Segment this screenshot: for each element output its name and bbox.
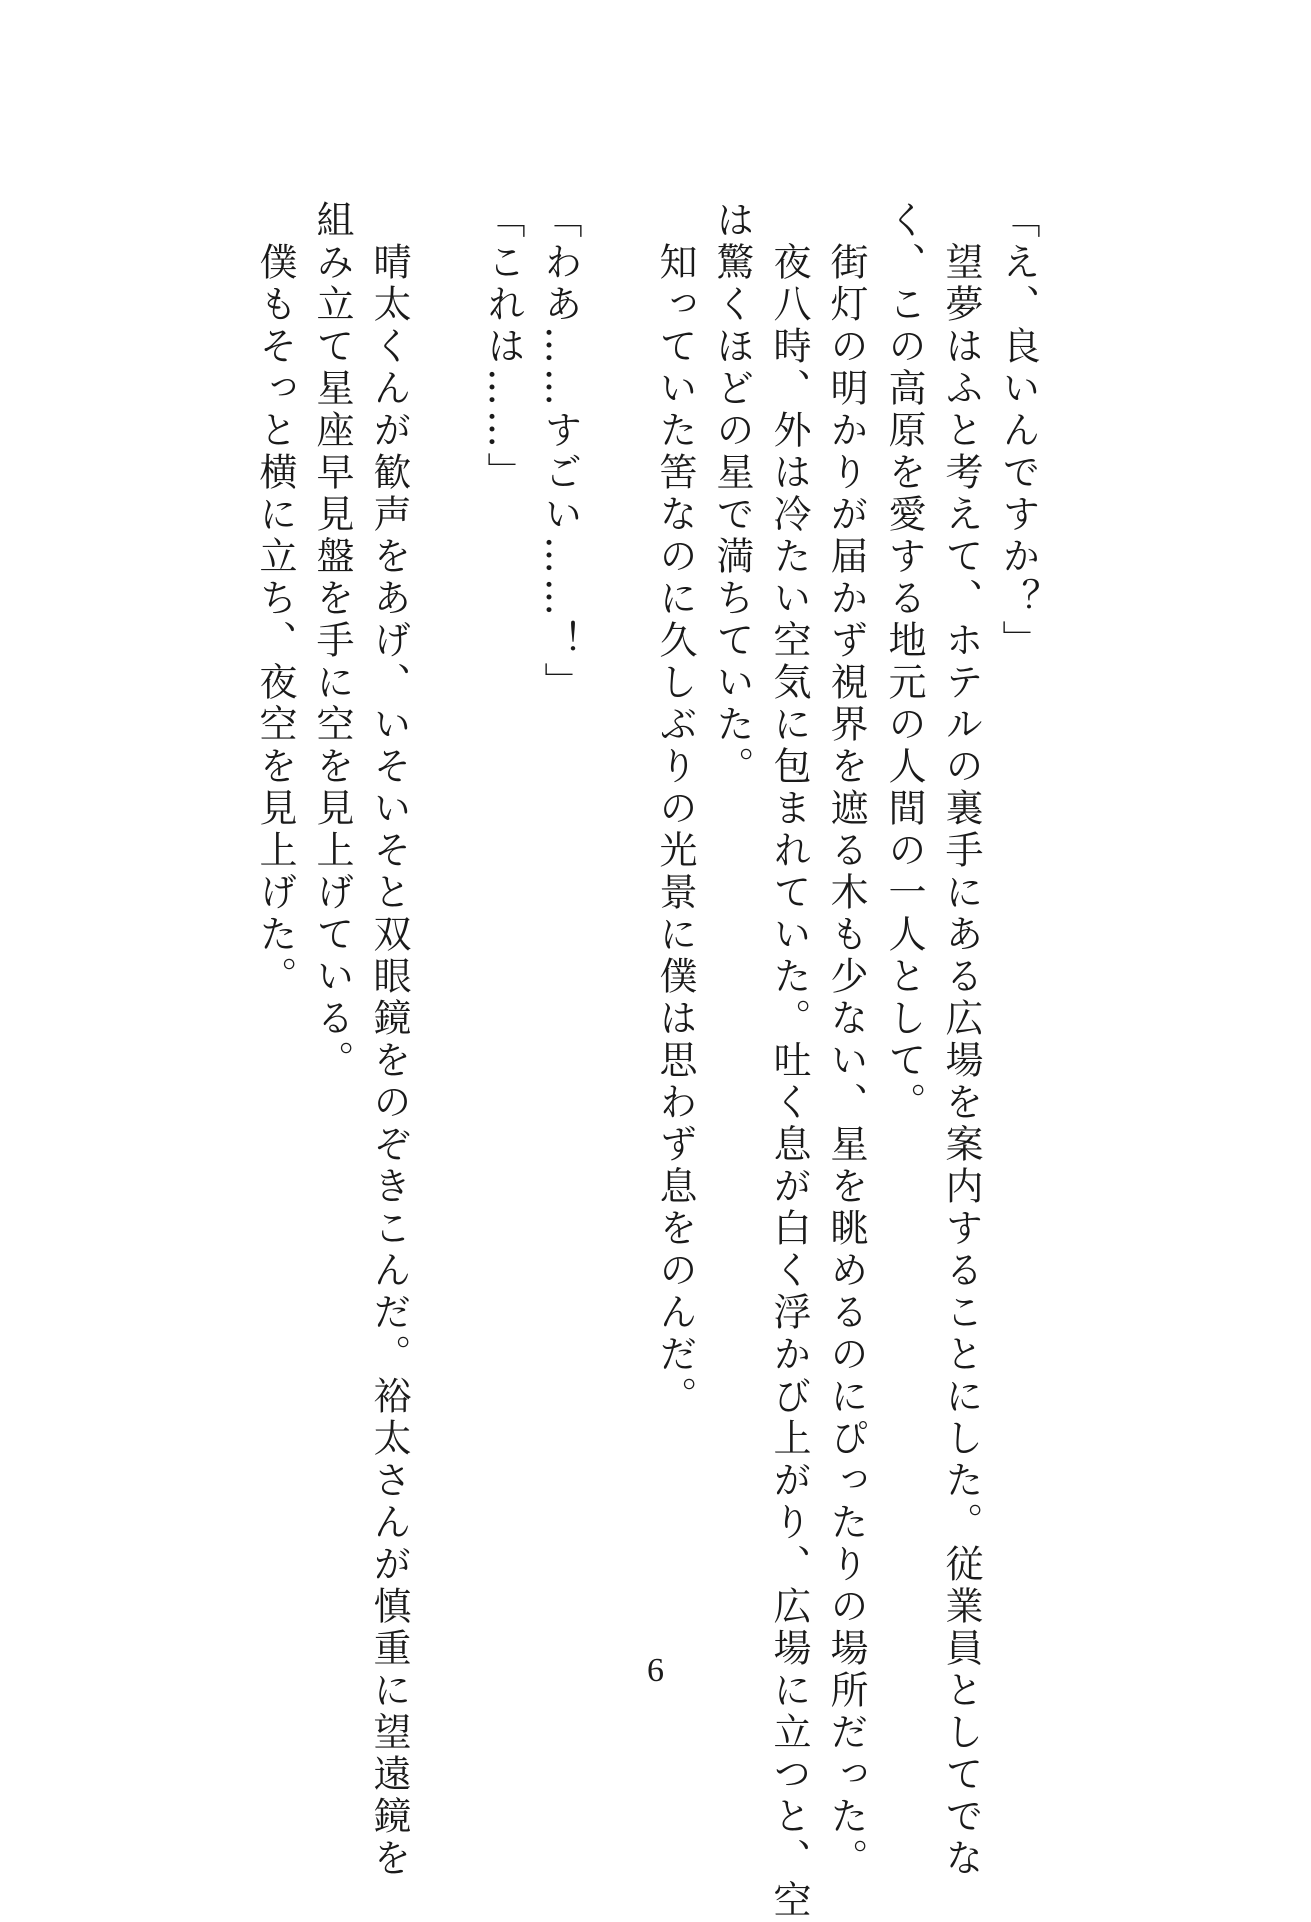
- text-line-2: 望夢はふと考えて、ホテルの裏手にある広場を案内することにした。従業員としてでな: [939, 200, 983, 1880]
- text-line-11: 組み立て星座早見盤を手に空を見上げている。: [310, 200, 354, 1082]
- text-line-3: く、この高原を愛する地元の人間の一人として。: [882, 200, 926, 1124]
- text-line-5: 夜八時、外は冷たい空気に包まれていた。吐く息が白く浮かび上がり、広場に立つと、空: [767, 200, 811, 1922]
- text-line-4: 街灯の明かりが届かず視界を遮る木も少ない、星を眺めるのにぴったりの場所だった。: [824, 200, 868, 1880]
- text-line-8: 「わあ……すごい……！」: [538, 200, 582, 704]
- text-line-7: 知っていた筈なのに久しぶりの光景に僕は思わず息をのんだ。: [653, 200, 697, 1418]
- page-number: 6: [647, 1652, 664, 1689]
- text-line-10: 晴太くんが歓声をあげ、いそいそと双眼鏡をのぞきこんだ。裕太さんが慎重に望遠鏡を: [367, 200, 411, 1880]
- text-line-12: 僕もそっと横に立ち、夜空を見上げた。: [253, 200, 297, 998]
- text-line-1: 「え、良いんですか？」: [996, 200, 1040, 662]
- text-line-9: 「これは……」: [481, 200, 525, 494]
- text-line-6: は驚くほどの星で満ちていた。: [710, 200, 754, 788]
